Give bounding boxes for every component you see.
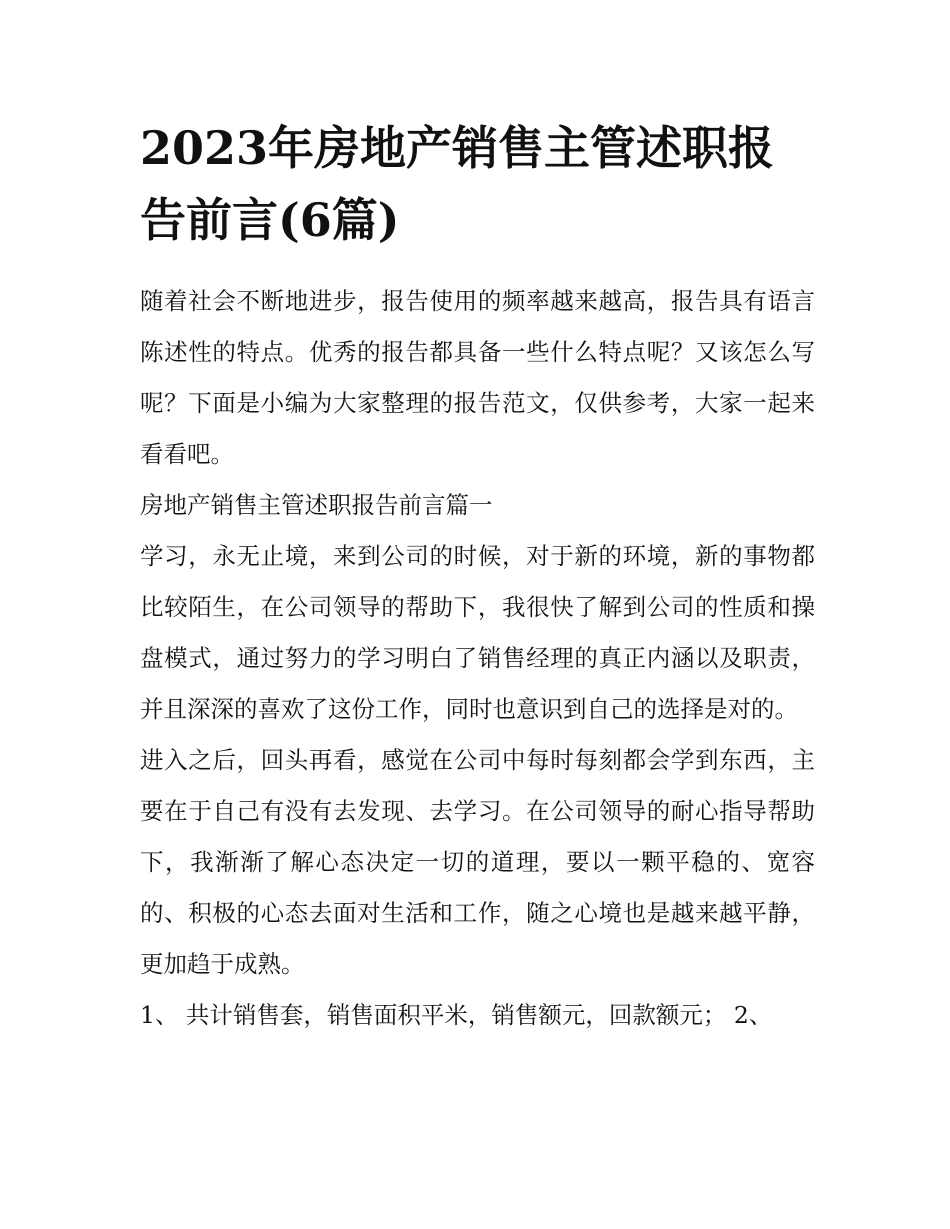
body-paragraph-1: 学习，永无止境，来到公司的时候，对于新的环境，新的事物都比较陌生，在公司领导的帮助下，我很快了解到公司的性质和操盘模式，通过努力的学习明白了销售经理的真正内涵以及职责，并且深深的喜欢了这份工作，同时也意识到自己的选择是对的。: [140, 542, 815, 723]
document-body: [140, 276, 815, 1041]
document-title: 2023年房地产销售主管述职报告前言(6篇): [140, 121, 775, 247]
list-line: 1、 共计销售套，销售面积平米，销售额元，回款额元； 2、: [140, 1001, 773, 1029]
body-paragraph-2: 进入之后，回头再看，感觉在公司中每时每刻都会学到东西，主要在于自己有没有去发现、去学习。在公司领导的耐心指导帮助下，我渐渐了解心态决定一切的道理，要以一颗平稳的、宽容的、积极的心态去面对生活和工作，随之心境也是越来越平静，更加趋于成熟。: [140, 746, 815, 978]
intro-paragraph: 随着社会不断地进步，报告使用的频率越来越高，报告具有语言陈述性的特点。优秀的报告都具备一些什么特点呢？又该怎么写呢？下面是小编为大家整理的报告范文，仅供参考，大家一起来看看吧。: [140, 287, 815, 468]
section-heading: 房地产销售主管述职报告前言篇一: [140, 491, 493, 519]
